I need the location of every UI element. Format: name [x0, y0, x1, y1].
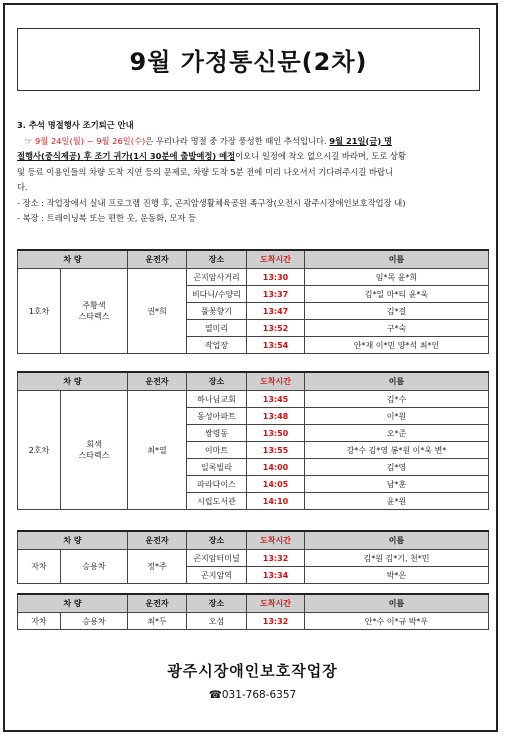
passenger-names-cell: 안*재 이*민 양*석 최*인 — [305, 337, 489, 354]
arrival-time-cell: 14:00 — [247, 459, 305, 476]
pointer-icon: ☞ — [24, 135, 33, 146]
table-header-row — [18, 531, 489, 550]
table-row — [18, 613, 489, 630]
passenger-names-cell: 오*준 — [305, 425, 489, 442]
page-title: 9월 가정통신문(2차) — [17, 28, 480, 91]
arrival-time-cell: 13:48 — [247, 408, 305, 425]
stop-place-cell: 오섬 — [187, 613, 247, 630]
stop-place-cell: 곤지암터미널 — [187, 550, 247, 567]
arrival-time-cell: 14:05 — [247, 476, 305, 493]
header-driver: 운전자 — [128, 250, 187, 269]
notice-highlight-2: 절행사(중식제공) 후 조기 귀가(1시 30분에 출발예정) 예정 — [17, 151, 236, 161]
arrival-time-cell: 13:45 — [247, 391, 305, 408]
table-row — [18, 391, 489, 408]
stop-place-cell: 파라다이스 — [187, 476, 247, 493]
notice-text-3: 및 등료 이용인들의 차량 도착 지연 등의 문제로, 차량 도착 5분 전에 미리 나오셔서 기다려주시길 바랍니 — [17, 166, 394, 177]
footer-organization: 광주시장애인보호작업장 — [167, 662, 338, 680]
header-time: 도착시간 — [247, 250, 305, 269]
header-names: 이름 — [305, 594, 489, 613]
stop-place-cell: 쌍령동 — [187, 425, 247, 442]
driver-cell: 최*두 — [128, 613, 187, 630]
passenger-names-cell: 구*숙 — [305, 320, 489, 337]
arrival-time-cell: 13:32 — [247, 550, 305, 567]
stop-place-cell: 일록빌라 — [187, 459, 247, 476]
header-driver: 운전자 — [128, 372, 187, 391]
notice-text-2: 이오니 일정에 착오 없으시길 바라며, 도로 상황 — [235, 151, 406, 161]
notice-text-4: 다. — [17, 182, 28, 192]
arrival-time-cell: 13:37 — [247, 286, 305, 303]
passenger-names-cell: 안*수 이*규 박*우 — [305, 613, 489, 630]
table-header-row — [18, 594, 489, 613]
car-model-cell: 승용차 — [61, 550, 128, 584]
passenger-names-cell: 이*원 — [305, 408, 489, 425]
header-driver: 운전자 — [128, 594, 187, 613]
car-model-cell: 승용차 — [61, 613, 128, 630]
passenger-names-cell: 김*일 마*티 윤*욱 — [305, 286, 489, 303]
header-place: 장소 — [187, 372, 247, 391]
passenger-names-cell: 임*목 윤*희 — [305, 269, 489, 286]
car-number-cell: 자차 — [18, 613, 61, 630]
stop-place-cell: 시립도서관 — [187, 493, 247, 510]
notice-text-1: 은 우리나라 명절 중 가장 풍성한 때인 추석입니다. — [145, 135, 327, 146]
driver-cell: 최*열 — [128, 391, 187, 510]
header-time: 도착시간 — [247, 594, 305, 613]
passenger-names-cell: 남*훈 — [305, 476, 489, 493]
driver-cell: 정*주 — [128, 550, 187, 584]
header-names: 이름 — [305, 250, 489, 269]
driver-cell: 권*희 — [128, 269, 187, 354]
arrival-time-cell: 13:50 — [247, 425, 305, 442]
header-names: 이름 — [305, 531, 489, 550]
header-place: 장소 — [187, 250, 247, 269]
stop-place-cell: 이마트 — [187, 442, 247, 459]
header-names: 이름 — [305, 372, 489, 391]
arrival-time-cell: 13:52 — [247, 320, 305, 337]
passenger-names-cell: 박*은 — [305, 567, 489, 584]
car-model-cell: 회색 스타렉스 — [61, 391, 128, 510]
notice-section — [17, 118, 487, 227]
passenger-names-cell: 강*수 김*영 봉*원 이*욱 변* — [305, 442, 489, 459]
notice-place: - 장소 : 작업장에서 실내 프로그램 진행 후, 곤지암생활체육공원 족구장(오전시 광주시장애인보호작업장 내) — [17, 197, 406, 208]
table-header-row — [18, 372, 489, 391]
footer-telephone: ☎031-768-6357 — [208, 689, 297, 701]
car-number-cell: 1호차 — [18, 269, 61, 354]
header-car: 차 량 — [18, 372, 128, 391]
header-car: 차 량 — [18, 250, 128, 269]
passenger-names-cell: 김*걸 — [305, 303, 489, 320]
notice-dress: - 복장 : 트레이닝복 또는 편한 옷, 운동화, 모자 등 — [17, 213, 197, 223]
header-driver: 운전자 — [128, 531, 187, 550]
table-row — [18, 550, 489, 567]
schedule-table — [17, 530, 489, 584]
car-number-cell: 2호차 — [18, 391, 61, 510]
passenger-names-cell: 김*영 — [305, 459, 489, 476]
header-car: 차 량 — [18, 594, 128, 613]
header-time: 도착시간 — [247, 372, 305, 391]
header-time: 도착시간 — [247, 531, 305, 550]
schedule-table — [17, 371, 489, 510]
stop-place-cell: 비다니/수양리 — [187, 286, 247, 303]
car-number-cell: 자차 — [18, 550, 61, 584]
arrival-time-cell: 13:55 — [247, 442, 305, 459]
stop-place-cell: 풀꽃향기 — [187, 303, 247, 320]
stop-place-cell: 곤지암역 — [187, 567, 247, 584]
schedule-table — [17, 249, 489, 354]
passenger-names-cell: 윤*원 — [305, 493, 489, 510]
stop-place-cell: 작업장 — [187, 337, 247, 354]
notice-heading: 3. 추석 명절행사 조기퇴근 안내 — [17, 120, 134, 130]
stop-place-cell: 열미리 — [187, 320, 247, 337]
stop-place-cell: 곤지암사거리 — [187, 269, 247, 286]
arrival-time-cell: 13:34 — [247, 567, 305, 584]
arrival-time-cell: 13:47 — [247, 303, 305, 320]
car-model-cell: 주황색 스타렉스 — [61, 269, 128, 354]
stop-place-cell: 하나님교회 — [187, 391, 247, 408]
notice-highlight-1: 9월 21일(금) 명 — [329, 135, 393, 146]
header-place: 장소 — [187, 594, 247, 613]
table-header-row — [18, 250, 489, 269]
notice-paragraph — [17, 134, 487, 196]
notice-dates: 9월 24일(월) ~ 9월 26일(수) — [35, 135, 146, 146]
arrival-time-cell: 13:32 — [247, 613, 305, 630]
arrival-time-cell: 14:10 — [247, 493, 305, 510]
schedule-table — [17, 593, 489, 630]
passenger-names-cell: 김*원 김*기, 천*민 — [305, 550, 489, 567]
stop-place-cell: 동성아파트 — [187, 408, 247, 425]
arrival-time-cell: 13:54 — [247, 337, 305, 354]
header-place: 장소 — [187, 531, 247, 550]
passenger-names-cell: 김*수 — [305, 391, 489, 408]
header-car: 차 량 — [18, 531, 128, 550]
table-row — [18, 269, 489, 286]
arrival-time-cell: 13:30 — [247, 269, 305, 286]
